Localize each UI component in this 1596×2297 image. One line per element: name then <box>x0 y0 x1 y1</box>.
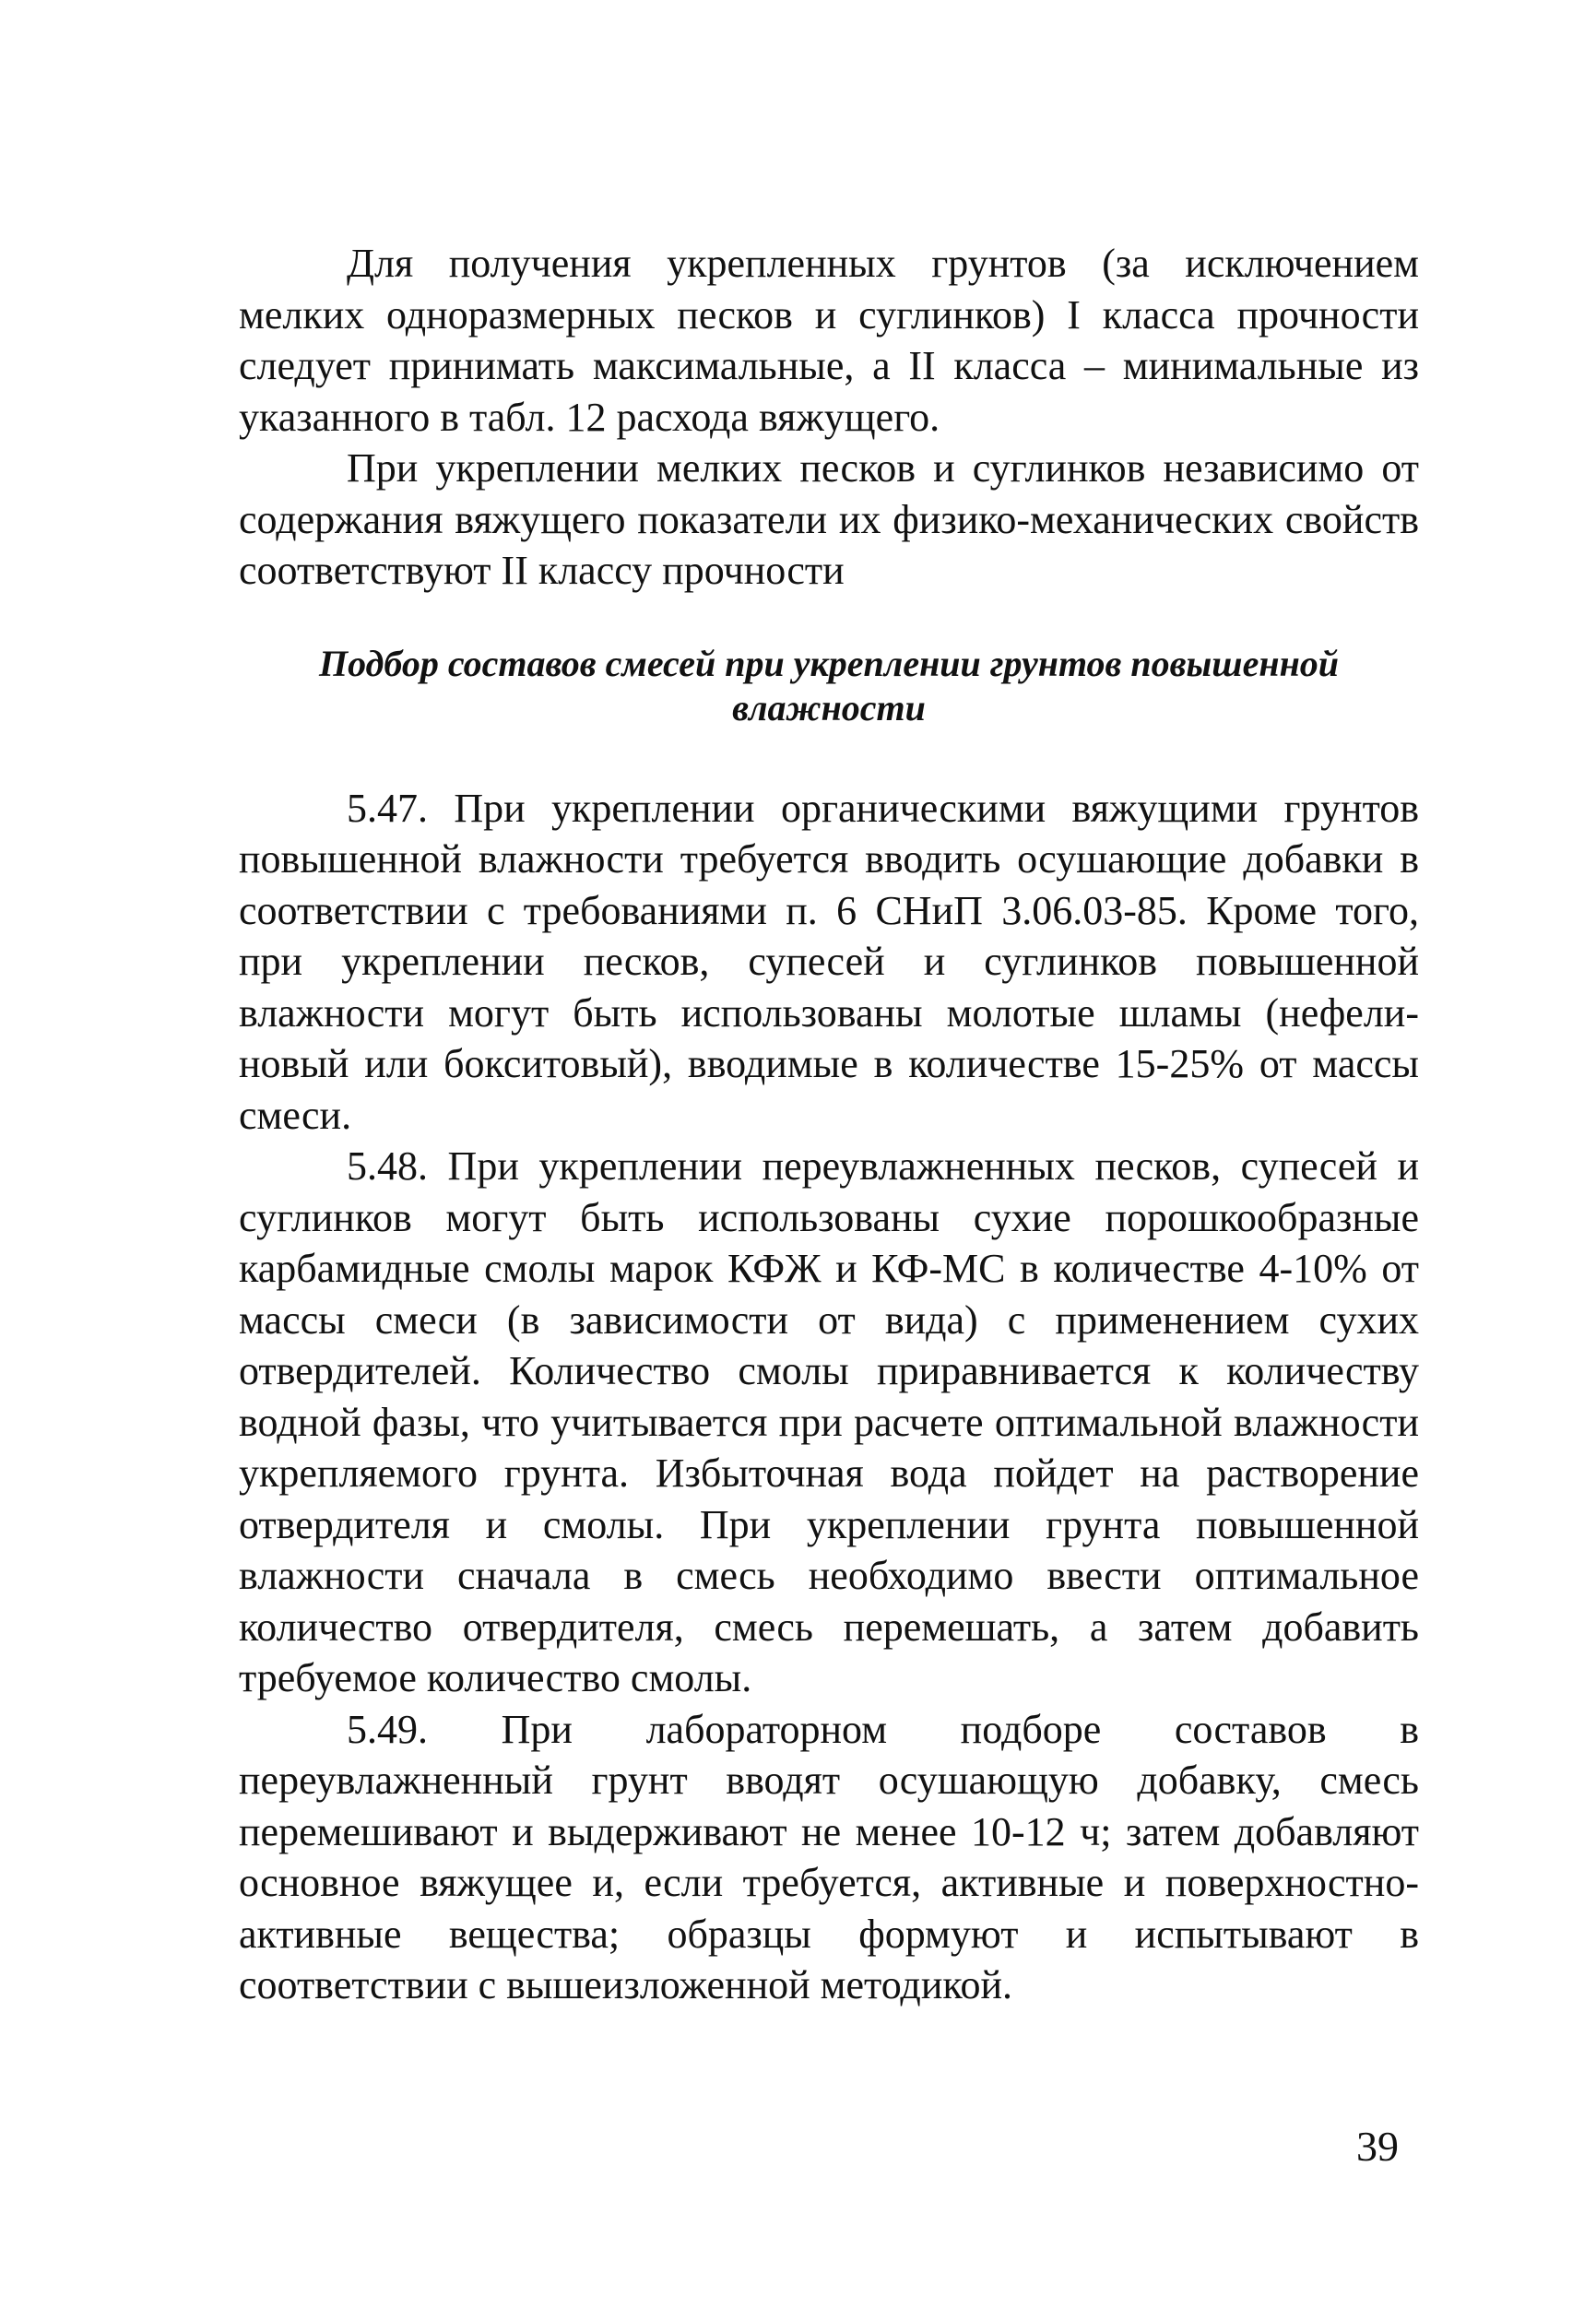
section-heading: Подбор составов смесей при укреплении грунтов повышенной влажности <box>318 642 1340 728</box>
paragraph-5-48: 5.48. При укреплении переувлажненных песков, супесей и суглинков могут быть использованы сухие порошкообразные карбамидные смолы марок КФЖ и КФ-МС в количестве 4-10% от массы смеси (в зависимости от вида) с применением сухих отвердителей. Количество смолы приравнивается к количеству водной фазы, что учитывается при расчете оптимальной влажности укрепляемого грунта. Избыточная вода пойдет на растворение отвердителя и смолы. При укреплении грунта повышенной влажности сначала в смесь необходимо ввести оптимальное количество отвердителя, смесь перемешать, а затем добавить требуемое количество смолы. <box>239 1143 1419 1700</box>
page-number: 39 <box>1356 2123 1399 2170</box>
paragraph-strength-class-binder: Для получения укрепленных грунтов (за исключением мелких одноразмерных песков и суглинков) I класса прочности следует принимать максимальные, а II класса – минимальные из указанного в табл. 12 расхода вяжущего. <box>239 241 1419 440</box>
paragraph-5-47: 5.47. При укреплении органическими вяжущими грунтов повышенной влажности требуется вводить осушающие добавки в соответствии с требованиями п. 6 СНиП 3.06.03-85. Кроме того, при укреплении песков, супесей и суглинков повышенной влажности могут быть использованы молотые шламы (нефелиновый или бокситовый), вводимые в количестве 15-25% от массы смеси. <box>239 785 1419 1138</box>
document-page <box>239 238 1419 2011</box>
paragraph-5-49: 5.49. При лабораторном подборе составов в переувлажненный грунт вводят осушающую добавку, смесь перемешивают и выдерживают не менее 10-12 ч; затем добавляют основное вяжущее и, если требуется, активные и поверхностно-активные вещества; образцы формуют и испытывают в соответствии с вышеизложенной методикой. <box>239 1706 1419 2007</box>
paragraph-fine-sands-loams: При укреплении мелких песков и суглинков независимо от содержания вяжущего показатели их физико-механических свойств соответствуют II классу прочности <box>239 445 1419 593</box>
